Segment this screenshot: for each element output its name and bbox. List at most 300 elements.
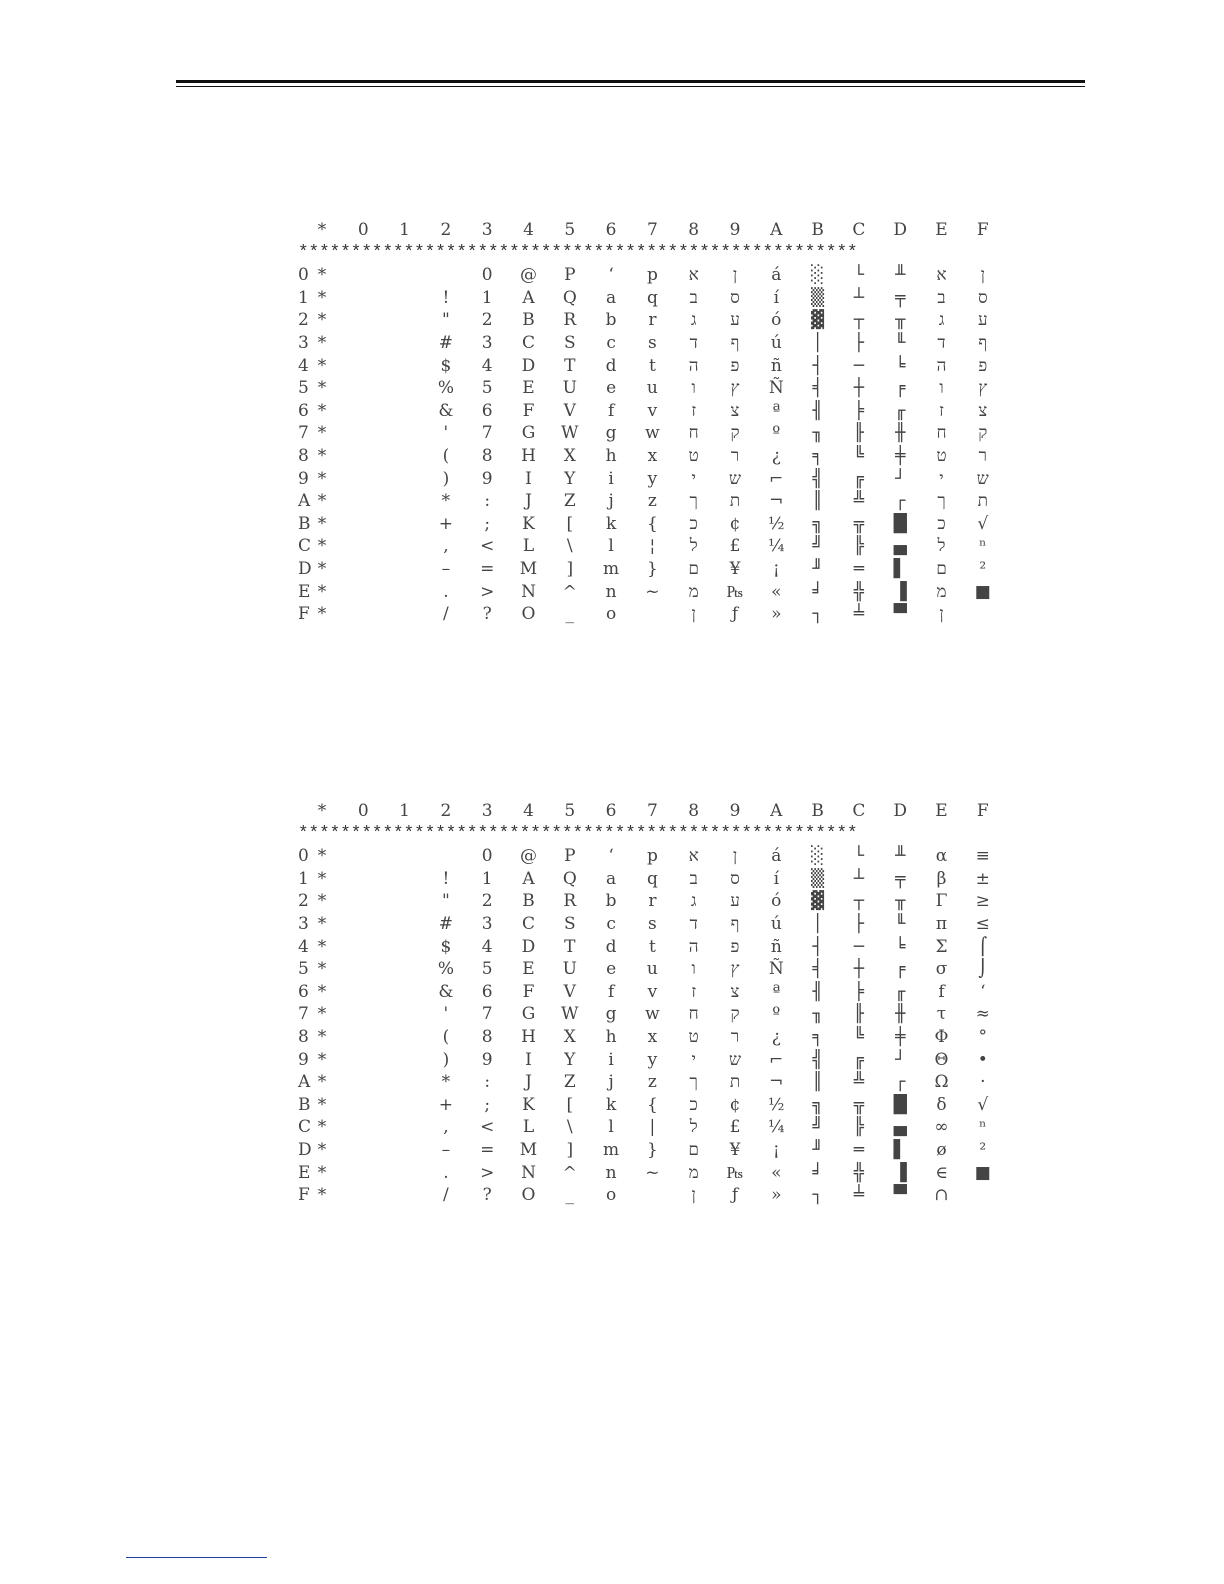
character-cell: • (977, 1049, 988, 1070)
character-cell: ר (730, 445, 740, 466)
row-label: 4 (298, 355, 309, 376)
character-cell: ░ (811, 846, 825, 867)
character-cell: G (521, 423, 536, 444)
asterisk-separator: ***************************************************** (298, 242, 858, 263)
character-cell: ª (772, 981, 781, 1002)
row-label: 1 (298, 287, 309, 308)
character-cell: { (646, 1094, 658, 1115)
character-cell: m (603, 1139, 620, 1160)
column-header: 8 (688, 220, 700, 240)
character-cell: ⁿ (979, 1117, 987, 1138)
character-cell: ╨ (895, 265, 906, 286)
character-cell: ¼ (768, 1117, 785, 1138)
character-cell: ץ (730, 959, 740, 980)
character-cell: V (563, 981, 576, 1002)
character-cell: ╡ (812, 378, 823, 399)
character-cell: ג (690, 891, 697, 912)
character-cell: T (564, 355, 576, 376)
character-cell: ├ (853, 332, 865, 353)
character-cell: ó (771, 891, 782, 912)
character-cell: ═ (853, 1139, 865, 1160)
character-cell: D (521, 936, 536, 957)
character-cell: ¼ (768, 536, 785, 557)
character-cell: + (438, 513, 454, 534)
character-cell: צ (978, 400, 988, 421)
character-cell: < (480, 1117, 495, 1138)
character-cell: p (646, 846, 658, 867)
column-header: 0 (357, 220, 369, 240)
character-cell: ו (939, 378, 944, 399)
column-header: 9 (729, 801, 741, 821)
row-label: D (298, 558, 312, 579)
character-cell: 2 (481, 310, 493, 331)
character-cell: ┘ (895, 468, 906, 489)
character-cell: ┬ (853, 310, 865, 331)
character-cell: ╪ (895, 445, 906, 466)
character-cell: f (938, 981, 945, 1002)
character-cell: ע (730, 310, 740, 331)
row-marker: * (317, 1026, 327, 1047)
character-cell: – (441, 1139, 451, 1160)
character-cell: N (521, 1162, 536, 1183)
column-header: 6 (605, 220, 617, 240)
character-cell: z (647, 491, 657, 512)
character-cell: , (443, 1117, 449, 1138)
character-cell: ב (937, 287, 946, 308)
row-label: 7 (298, 1004, 309, 1025)
character-cell: £ (729, 1117, 741, 1138)
row-marker: * (317, 468, 327, 489)
character-cell: ( (442, 1026, 450, 1047)
character-cell: i (608, 1049, 614, 1070)
character-cell: ¿ (771, 1026, 781, 1047)
character-cell: ך (689, 491, 698, 512)
character-cell: a (606, 287, 617, 308)
character-cell: ∞ (934, 1117, 949, 1138)
character-cell: ן (732, 265, 738, 286)
character-cell: ╙ (895, 332, 906, 353)
character-cell: ╨ (895, 846, 906, 867)
character-cell: 1 (481, 287, 493, 308)
character-cell: ▌ (893, 558, 907, 579)
character-cell: ף (978, 332, 988, 353)
character-cell: ╫ (895, 1004, 906, 1025)
character-cell: ה (688, 355, 699, 376)
character-cell: ₧ (726, 581, 744, 602)
character-cell: » (771, 1185, 782, 1206)
character-cell: ≈ (975, 1004, 990, 1025)
character-cell: _ (565, 1185, 575, 1206)
character-cell: ┘ (895, 1049, 906, 1070)
character-cell: " (441, 891, 450, 912)
character-cell: E (522, 378, 535, 399)
character-cell: צ (730, 981, 740, 1002)
character-cell: █ (893, 1094, 907, 1115)
table-row (298, 400, 998, 423)
character-cell: ) (442, 468, 450, 489)
character-cell: { (646, 513, 658, 534)
character-cell: ▌ (893, 1139, 907, 1160)
character-cell: ח (936, 423, 947, 444)
character-cell: ד (689, 332, 698, 353)
row-label: 0 (298, 265, 309, 286)
character-cell: √ (977, 1094, 989, 1115)
character-cell: ╩ (853, 1072, 865, 1093)
character-cell: י (691, 468, 696, 489)
row-label: 5 (298, 378, 309, 399)
character-cell: ך (937, 491, 946, 512)
character-cell: ° (978, 1026, 988, 1047)
character-cell: O (521, 1185, 536, 1206)
character-cell: ר (730, 1026, 740, 1047)
character-table-greek (298, 800, 998, 1207)
character-cell: ▄ (893, 536, 907, 557)
character-cell: y (647, 1049, 658, 1070)
column-header: 9 (729, 220, 741, 240)
character-cell: │ (812, 913, 823, 934)
table-row (298, 1184, 998, 1207)
character-cell: í (773, 868, 780, 889)
character-cell: ┌ (895, 491, 906, 512)
character-cell: ז (691, 400, 697, 421)
character-cell: ╝ (812, 536, 823, 557)
character-cell: ╒ (895, 959, 906, 980)
character-cell: r (648, 310, 657, 331)
character-cell: J (525, 491, 532, 512)
row-marker: * (317, 310, 327, 331)
row-marker: * (317, 604, 327, 625)
character-cell: פ (730, 355, 740, 376)
character-cell: פ (730, 936, 740, 957)
character-cell: ח (688, 423, 699, 444)
character-cell: ¥ (729, 1139, 741, 1160)
character-cell: h (605, 445, 617, 466)
character-cell: ! (442, 287, 450, 308)
character-cell: 0 (481, 846, 493, 867)
row-label: 1 (298, 868, 309, 889)
character-cell: ≡ (975, 846, 990, 867)
character-cell: ; (484, 1094, 491, 1115)
character-cell: ן (939, 604, 944, 625)
character-cell: A (522, 287, 535, 308)
character-cell: 7 (481, 1004, 493, 1025)
character-cell: β (936, 868, 947, 889)
character-cell: ⁿ (979, 536, 987, 557)
column-header: A (770, 220, 783, 240)
character-cell: ⌠ (978, 936, 988, 957)
character-cell: % (437, 378, 454, 399)
character-cell: ? (482, 604, 492, 625)
character-cell: ף (730, 332, 740, 353)
character-cell: ^ (562, 581, 577, 602)
character-cell: ╕ (812, 1026, 823, 1047)
character-cell: σ (935, 959, 948, 980)
row-marker: * (317, 981, 327, 1002)
character-cell: e (606, 959, 617, 980)
character-cell: ½ (768, 1094, 785, 1115)
character-cell: \ (566, 536, 573, 557)
row-label: 2 (298, 891, 309, 912)
character-cell: . (443, 581, 449, 602)
row-marker: * (317, 1139, 327, 1160)
row-label: D (298, 1139, 312, 1160)
character-cell: K (522, 513, 535, 534)
character-cell: ╣ (812, 1049, 823, 1070)
character-cell: t (648, 936, 656, 957)
column-header: E (935, 220, 948, 240)
row-label: F (298, 1185, 310, 1206)
character-cell: k (605, 1094, 617, 1115)
character-cell: £ (729, 536, 741, 557)
character-cell: ל (689, 1117, 698, 1138)
character-cell: ╥ (895, 891, 906, 912)
character-cell: ם (936, 558, 947, 579)
table-row (298, 309, 998, 332)
row-label: E (298, 1162, 311, 1183)
table-row (298, 581, 998, 604)
column-header-row (298, 800, 998, 823)
character-cell: ▄ (893, 1117, 907, 1138)
character-cell: כ (689, 1094, 698, 1115)
character-cell: Y (564, 1049, 576, 1070)
row-marker: * (317, 891, 327, 912)
character-cell: ^ (562, 1162, 577, 1183)
character-cell: ל (689, 536, 698, 557)
character-cell: ¿ (771, 445, 781, 466)
character-cell: ╞ (853, 400, 865, 421)
row-marker: * (317, 332, 327, 353)
character-cell: 9 (481, 468, 493, 489)
character-cell: ▀ (893, 1185, 907, 1206)
row-label: 3 (298, 913, 309, 934)
character-cell: . (443, 1162, 449, 1183)
character-cell: H (521, 1026, 536, 1047)
column-header: A (770, 801, 783, 821)
table-row (298, 287, 998, 310)
character-cell: ▒ (811, 287, 825, 308)
character-cell: ╬ (853, 581, 865, 602)
row-marker: * (317, 355, 327, 376)
table-row (298, 513, 998, 536)
character-cell: ] (566, 558, 574, 579)
character-cell: ! (442, 868, 450, 889)
character-cell: Ñ (768, 959, 784, 980)
character-cell: ט (936, 445, 947, 466)
character-cell: ת (977, 491, 988, 512)
character-cell: ┼ (853, 378, 865, 399)
character-cell: ¡ (772, 558, 780, 579)
table-row (298, 958, 998, 981)
character-cell: ╜ (812, 1139, 823, 1160)
character-cell: ╛ (812, 1162, 823, 1183)
column-header: * (317, 220, 327, 240)
character-cell: ± (975, 868, 990, 889)
column-header: 1 (399, 220, 410, 240)
row-marker: * (317, 1117, 327, 1138)
header-rule-thin (176, 86, 1085, 87)
row-label: B (298, 513, 311, 534)
character-cell: ⌐ (769, 1049, 784, 1070)
character-cell: ■ (974, 581, 991, 602)
character-cell: פ (978, 355, 988, 376)
character-cell: m (603, 558, 620, 579)
character-cell: ו (691, 378, 696, 399)
character-cell: ‘ (980, 981, 986, 1002)
row-marker: * (317, 491, 327, 512)
character-cell: 4 (481, 936, 493, 957)
character-cell: Z (563, 491, 576, 512)
character-cell: ה (688, 936, 699, 957)
character-cell: ╢ (812, 400, 823, 421)
character-cell: ן (691, 604, 696, 625)
row-marker: * (317, 265, 327, 286)
row-label: 8 (298, 1026, 309, 1047)
character-cell: ‘ (608, 265, 614, 286)
character-cell: ▓ (811, 891, 825, 912)
character-cell: , (443, 536, 449, 557)
column-header: B (811, 220, 824, 240)
character-cell: ס (730, 868, 740, 889)
character-cell: ( (442, 445, 450, 466)
character-cell: δ (936, 1094, 947, 1115)
table-row (298, 603, 998, 626)
character-cell: k (605, 513, 617, 534)
character-cell: ∩ (934, 1185, 949, 1206)
character-cell: ┐ (812, 604, 823, 625)
character-cell: Σ (935, 936, 948, 957)
character-cell: ╗ (812, 513, 823, 534)
character-cell: ז (939, 400, 944, 421)
character-cell: « (771, 581, 782, 602)
character-cell: ╒ (895, 378, 906, 399)
character-cell: ס (977, 287, 988, 308)
character-cell: ■ (974, 1162, 991, 1183)
character-cell: i (608, 468, 614, 489)
character-cell: B (522, 891, 535, 912)
column-header: 5 (564, 801, 576, 821)
character-cell: W (561, 1004, 579, 1025)
column-header: D (893, 220, 907, 240)
character-cell: ╖ (812, 423, 823, 444)
character-cell: d (605, 936, 617, 957)
row-marker: * (317, 581, 327, 602)
character-cell: $ (440, 936, 452, 957)
character-cell: Ñ (768, 378, 784, 399)
character-cell: ╜ (812, 558, 823, 579)
character-cell: 6 (481, 400, 493, 421)
character-cell: I (525, 468, 532, 489)
row-marker: * (317, 400, 327, 421)
column-header: 2 (440, 220, 452, 240)
character-cell: Y (564, 468, 576, 489)
character-cell: ú (770, 332, 782, 353)
character-cell: t (648, 355, 656, 376)
character-cell: 3 (481, 332, 493, 353)
character-cell: ¥ (729, 558, 741, 579)
character-cell: l (608, 536, 614, 557)
row-label: C (298, 1117, 312, 1138)
character-cell: י (691, 1049, 696, 1070)
character-cell: └ (853, 846, 865, 867)
character-cell: ╧ (853, 604, 865, 625)
character-cell: ╣ (812, 468, 823, 489)
character-cell: 3 (481, 913, 493, 934)
table-row (298, 1026, 998, 1049)
character-cell: ם (688, 1139, 699, 1160)
character-cell: v (647, 981, 658, 1002)
column-header: 5 (564, 220, 576, 240)
character-cell: ן (980, 265, 985, 286)
row-marker: * (317, 513, 327, 534)
character-cell: ג (938, 310, 945, 331)
character-cell: ~ (645, 581, 660, 602)
character-cell: ƒ (731, 1185, 739, 1206)
character-cell: [ (566, 513, 574, 534)
character-cell: ╕ (812, 445, 823, 466)
character-cell: I (525, 1049, 532, 1070)
footnote-rule (126, 1557, 267, 1558)
character-cell: ▀ (893, 604, 907, 625)
row-marker: * (317, 868, 327, 889)
character-cell: ║ (812, 491, 823, 512)
character-cell: r (648, 891, 657, 912)
character-cell: ░ (811, 265, 825, 286)
character-cell: ע (977, 310, 988, 331)
character-cell: ק (730, 1004, 740, 1025)
character-cell: ╦ (853, 1094, 865, 1115)
character-cell: q (646, 287, 658, 308)
character-cell: = (480, 558, 495, 579)
character-cell: ב (689, 868, 698, 889)
row-label: A (298, 1072, 311, 1093)
row-label: A (298, 491, 311, 512)
character-cell: ╓ (895, 400, 906, 421)
row-label: 9 (298, 468, 309, 489)
table-row (298, 1162, 998, 1185)
character-cell: ñ (770, 355, 782, 376)
character-cell: x (647, 445, 658, 466)
character-cell: x (647, 1026, 658, 1047)
character-cell: ש (728, 468, 742, 489)
character-cell: y (647, 468, 658, 489)
character-cell: ת (729, 491, 741, 512)
character-cell: ה (936, 355, 947, 376)
character-cell: Q (562, 287, 577, 308)
character-cell: T (564, 936, 576, 957)
character-cell: ס (730, 287, 740, 308)
character-cell: ע (730, 891, 740, 912)
column-header: 7 (646, 220, 658, 240)
character-cell: ² (979, 1139, 987, 1160)
character-cell: o (605, 604, 617, 625)
character-cell: S (563, 913, 576, 934)
character-cell: ╦ (853, 513, 865, 534)
character-cell: B (522, 310, 535, 331)
character-table-hebrew (298, 219, 998, 626)
column-header: 0 (357, 801, 369, 821)
character-cell: ╩ (853, 491, 865, 512)
character-cell: » (771, 604, 782, 625)
character-cell: o (605, 1185, 617, 1206)
character-cell: ª (772, 400, 781, 421)
character-cell: α (935, 846, 948, 867)
character-cell: ╔ (853, 1049, 865, 1070)
character-cell: ╠ (853, 536, 865, 557)
character-cell: ] (566, 1139, 574, 1160)
character-cell: ז (691, 981, 697, 1002)
character-cell: ╢ (812, 981, 823, 1002)
character-cell: ² (979, 558, 987, 579)
